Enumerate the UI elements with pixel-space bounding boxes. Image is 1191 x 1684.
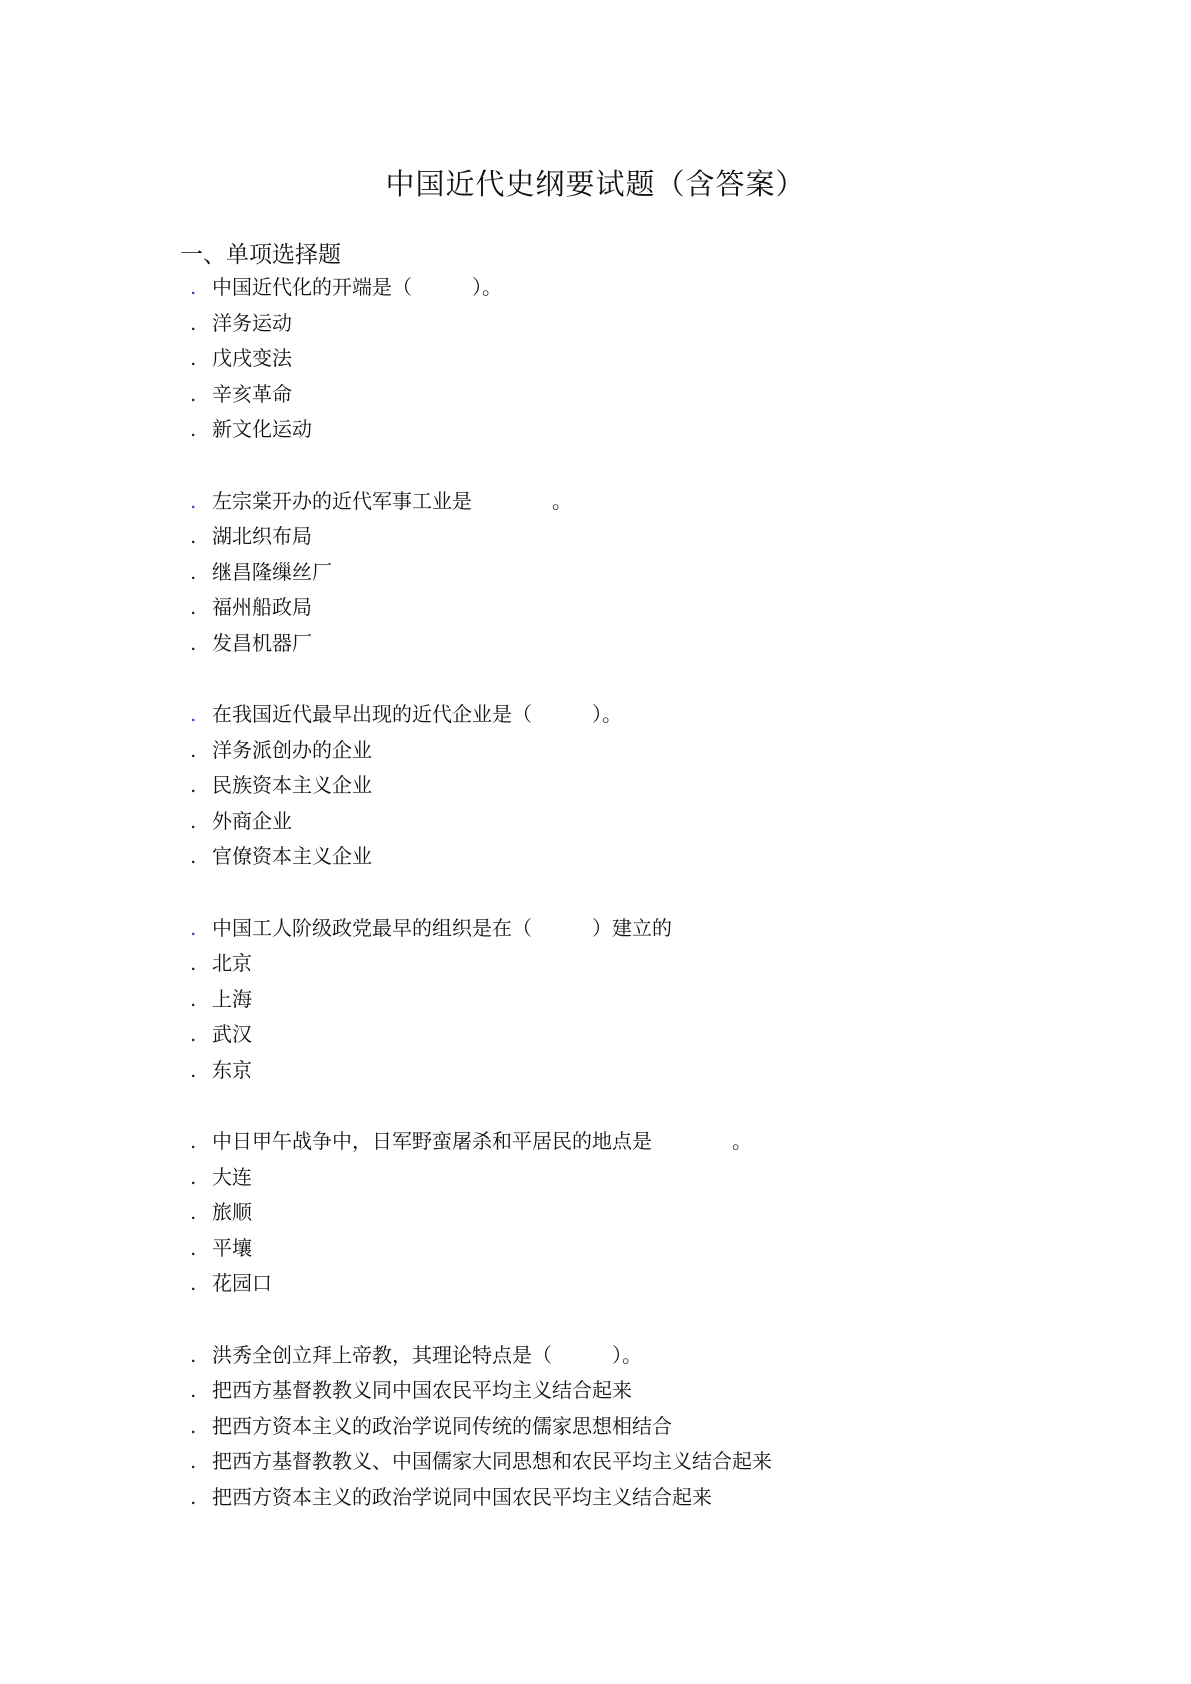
answer-option [190,555,1090,591]
answer-option-text: 新文化运动 [212,417,312,441]
answer-option-text: 东京 [212,1057,252,1082]
answer-option [190,1053,1090,1089]
bullet-marker: . [190,346,197,370]
bullet-marker: . [190,1022,197,1046]
answer-option [190,1266,1090,1302]
bullet-marker: . [190,1378,197,1402]
bullet-marker: . [190,1271,197,1295]
bullet-marker: . [190,915,197,940]
question-item [190,484,1090,662]
bullet-marker: . [190,1342,197,1367]
bullet-marker: . [190,1057,197,1082]
bullet-marker: . [190,1413,197,1438]
bullet-marker: . [190,488,197,513]
answer-option [190,377,1090,413]
answer-option [190,412,1090,448]
answer-option [190,306,1090,342]
answer-option [190,590,1090,626]
answer-option [190,982,1090,1018]
bullet-marker: . [190,630,197,655]
answer-option [190,1480,1090,1516]
answer-option-text: 官僚资本主义企业 [212,844,372,868]
bullet-marker: . [190,737,197,762]
answer-option-text: 把西方基督教教义、中国儒家大同思想和农民平均主义结合起来 [212,1449,772,1473]
answer-option-text: 辛亥革命 [212,381,292,406]
section-heading: 一、单项选择题 [180,242,341,268]
answer-option [190,1409,1090,1445]
bullet-marker: . [190,1129,197,1153]
question-list [190,270,1090,1551]
question-stem [190,1338,1090,1374]
answer-option [190,839,1090,875]
answer-option [190,768,1090,804]
answer-option [190,1195,1090,1231]
answer-option-text: 民族资本主义企业 [212,773,372,797]
question-text: 中日甲午战争中，日军野蛮屠杀和平居民的地点是 。 [212,1129,752,1153]
question-stem [190,484,1090,520]
answer-option-text: 把西方资本主义的政治学说同传统的儒家思想相结合 [212,1413,672,1438]
answer-option [190,946,1090,982]
document-title: 中国近代史纲要试题（含答案） [385,167,806,201]
answer-option-text: 洋务派创办的企业 [212,737,372,762]
answer-option-text: 发昌机器厂 [212,630,312,655]
bullet-marker: . [190,381,197,406]
bullet-marker: . [190,1449,197,1473]
question-item [190,1338,1090,1516]
bullet-marker: . [190,1235,197,1260]
question-item [190,270,1090,448]
answer-option [190,341,1090,377]
answer-option-text: 平壤 [212,1235,252,1260]
bullet-marker: . [190,951,197,975]
answer-option [190,1373,1090,1409]
bullet-marker: . [190,524,197,548]
answer-option-text: 旅顺 [212,1200,252,1224]
bullet-marker: . [190,986,197,1011]
answer-option-text: 继昌隆缫丝厂 [212,559,332,584]
question-text: 左宗棠开办的近代军事工业是 。 [212,488,572,513]
bullet-marker: . [190,808,197,833]
answer-option [190,804,1090,840]
question-text: 中国近代化的开端是（ ）。 [212,275,502,299]
bullet-marker: . [190,1200,197,1224]
question-item [190,911,1090,1089]
answer-option-text: 武汉 [212,1022,252,1046]
answer-option-text: 戊戌变法 [212,346,292,370]
answer-option-text: 北京 [212,951,252,975]
question-stem [190,270,1090,306]
answer-option [190,519,1090,555]
answer-option [190,626,1090,662]
question-stem [190,911,1090,947]
answer-option-text: 大连 [212,1164,252,1189]
bullet-marker: . [190,702,197,726]
bullet-marker: . [190,595,197,619]
bullet-marker: . [190,1164,197,1189]
answer-option-text: 外商企业 [212,808,292,833]
bullet-marker: . [190,844,197,868]
bullet-marker: . [190,559,197,584]
answer-option-text: 上海 [212,986,252,1011]
answer-option-text: 把西方资本主义的政治学说同中国农民平均主义结合起来 [212,1484,712,1509]
bullet-marker: . [190,773,197,797]
answer-option-text: 把西方基督教教义同中国农民平均主义结合起来 [212,1378,632,1402]
answer-option [190,1231,1090,1267]
question-stem [190,697,1090,733]
question-item [190,1124,1090,1302]
answer-option [190,1160,1090,1196]
answer-option [190,1017,1090,1053]
answer-option-text: 花园口 [212,1271,272,1295]
answer-option [190,733,1090,769]
question-text: 洪秀全创立拜上帝教，其理论特点是（ ）。 [212,1342,642,1367]
question-text: 在我国近代最早出现的近代企业是（ ）。 [212,702,622,726]
bullet-marker: . [190,1484,197,1509]
bullet-marker: . [190,310,197,335]
answer-option-text: 福州船政局 [212,595,312,619]
answer-option [190,1444,1090,1480]
bullet-marker: . [190,417,197,441]
bullet-marker: . [190,275,197,299]
question-item [190,697,1090,875]
answer-option-text: 洋务运动 [212,310,292,335]
answer-option-text: 湖北织布局 [212,524,312,548]
question-text: 中国工人阶级政党最早的组织是在（ ）建立的 [212,915,672,940]
question-stem [190,1124,1090,1160]
